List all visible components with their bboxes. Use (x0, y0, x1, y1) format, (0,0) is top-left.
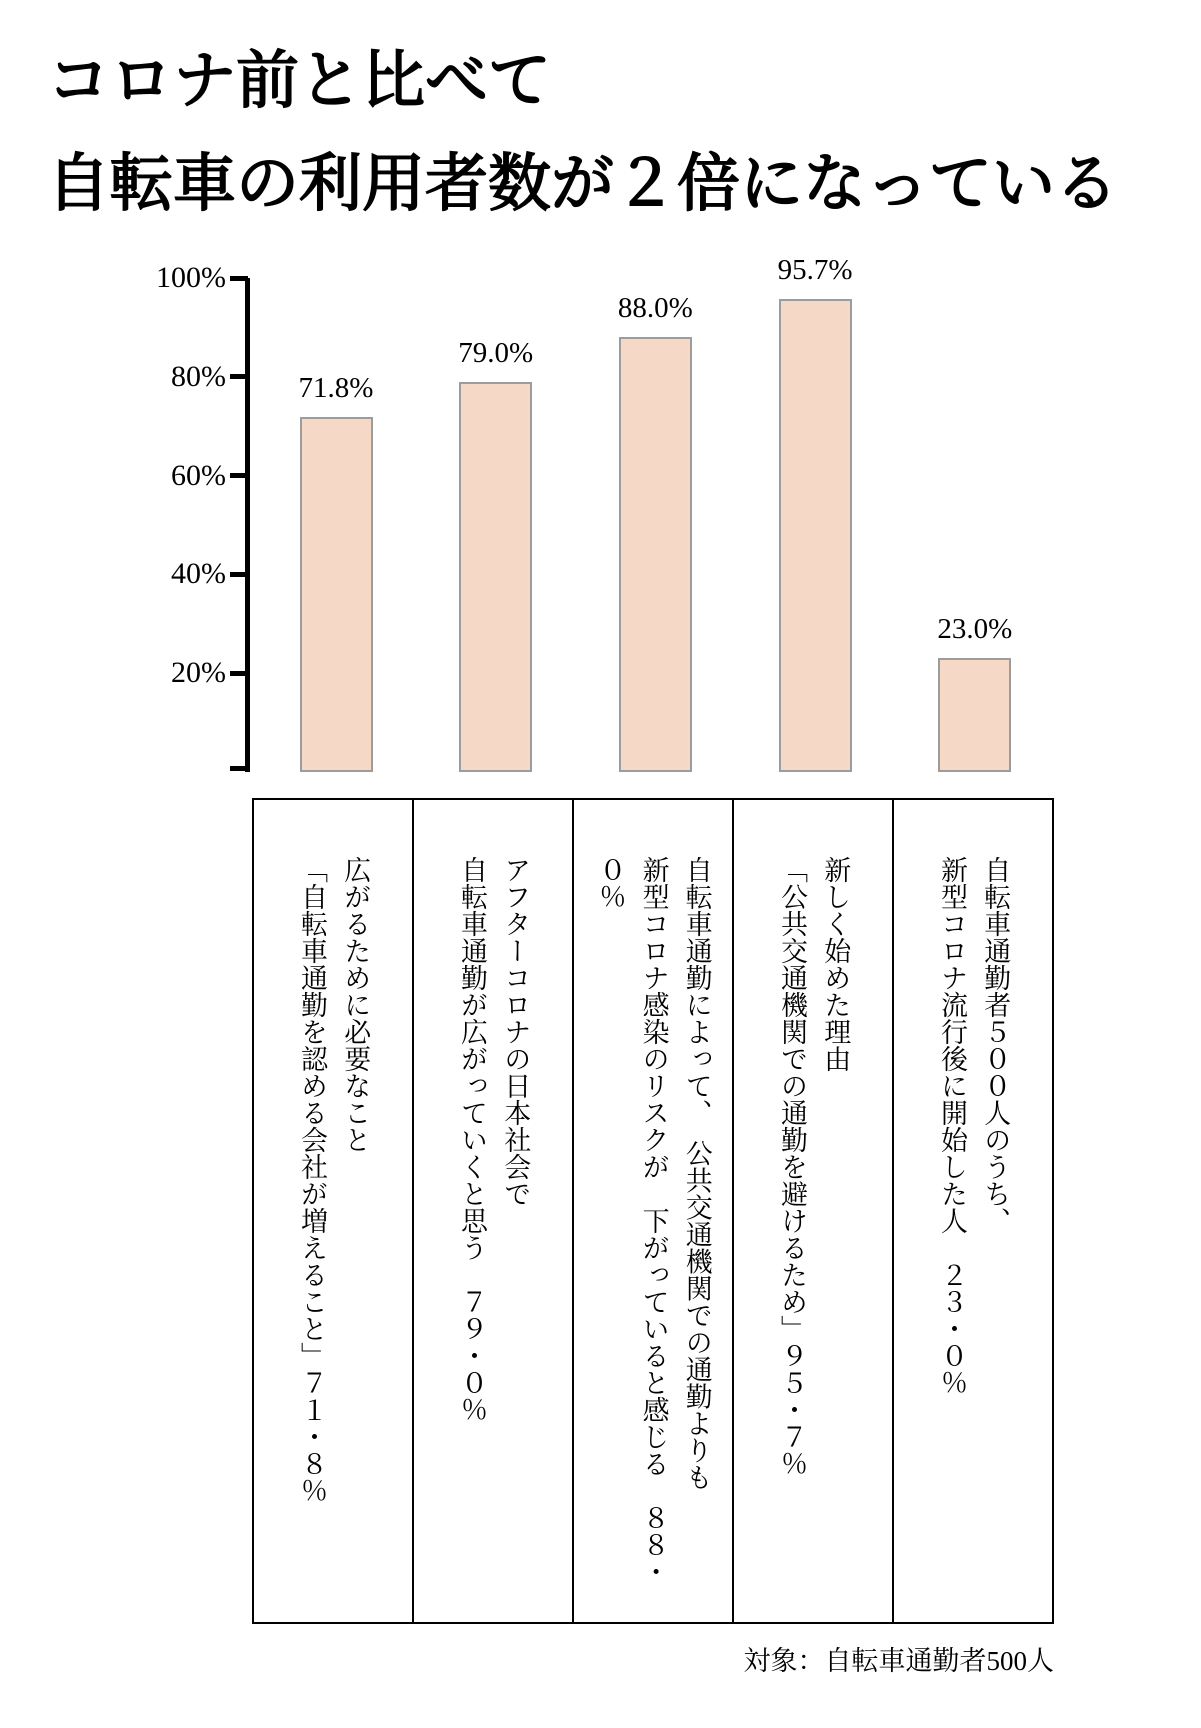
table-cell-text-3: 自転車通勤によって、 公共交通機関での通勤よりも 新型コロナ感染のリスクが 下がっていると感じる ８８・０％ (595, 856, 712, 1585)
bar-1 (300, 417, 373, 772)
bar-value-label-1: 71.8% (298, 372, 374, 405)
bar-value-label-2: 79.0% (458, 336, 534, 369)
y-axis-tick-label: 60% (171, 458, 226, 492)
y-axis-tick (230, 671, 248, 676)
table-cell-text-1: 広がるために必要なこと 「自転車通勤を認める会社が増えること」７１・８％ (297, 856, 371, 1504)
category-table (252, 798, 1054, 1624)
page-title (47, 30, 1118, 236)
bar-5 (938, 658, 1011, 772)
y-axis-line (245, 278, 250, 772)
bar-value-label-3: 88.0% (617, 292, 693, 325)
bar-2 (459, 382, 532, 772)
table-cell-5 (892, 800, 1052, 1622)
y-axis-tick (230, 473, 248, 478)
table-cell-2 (412, 800, 572, 1622)
page-title-line1: コロナ前と比べて (47, 46, 551, 116)
table-cell-4 (732, 800, 892, 1622)
table-cell-text-4: 新しく始めた理由 「公共交通機関での通勤を避けるため」９５・７％ (777, 856, 851, 1477)
survey-target-note: 対象：自転車通勤者500人 (743, 1646, 1054, 1676)
bar-value-label-4: 95.7% (777, 254, 853, 287)
table-cell-1 (254, 800, 412, 1622)
y-axis-tick (230, 374, 248, 379)
page-title-line2: 自転車の利用者数が２倍になっている (47, 149, 1118, 219)
bar-3 (619, 337, 692, 772)
y-axis-tick-label: 40% (171, 557, 226, 591)
y-axis-tick (230, 572, 248, 577)
table-cell-text-2: アフターコロナの日本社会で 自転車通勤が広がっていくと思う ７９・０％ (457, 856, 531, 1423)
bar-value-label-5: 23.0% (937, 613, 1013, 646)
y-axis-tick-label: 80% (171, 359, 226, 393)
y-axis-tick-label: 20% (171, 656, 226, 690)
y-axis-bottom-tick (230, 766, 248, 771)
y-axis-tick (230, 276, 248, 281)
table-cell-text-5: 自転車通勤者５００人のうち、 新型コロナ流行後に開始した人 ２３・０％ (937, 856, 1011, 1396)
table-cell-3 (572, 800, 732, 1622)
y-axis-tick-label: 100% (156, 261, 226, 294)
bar-4 (779, 299, 852, 772)
